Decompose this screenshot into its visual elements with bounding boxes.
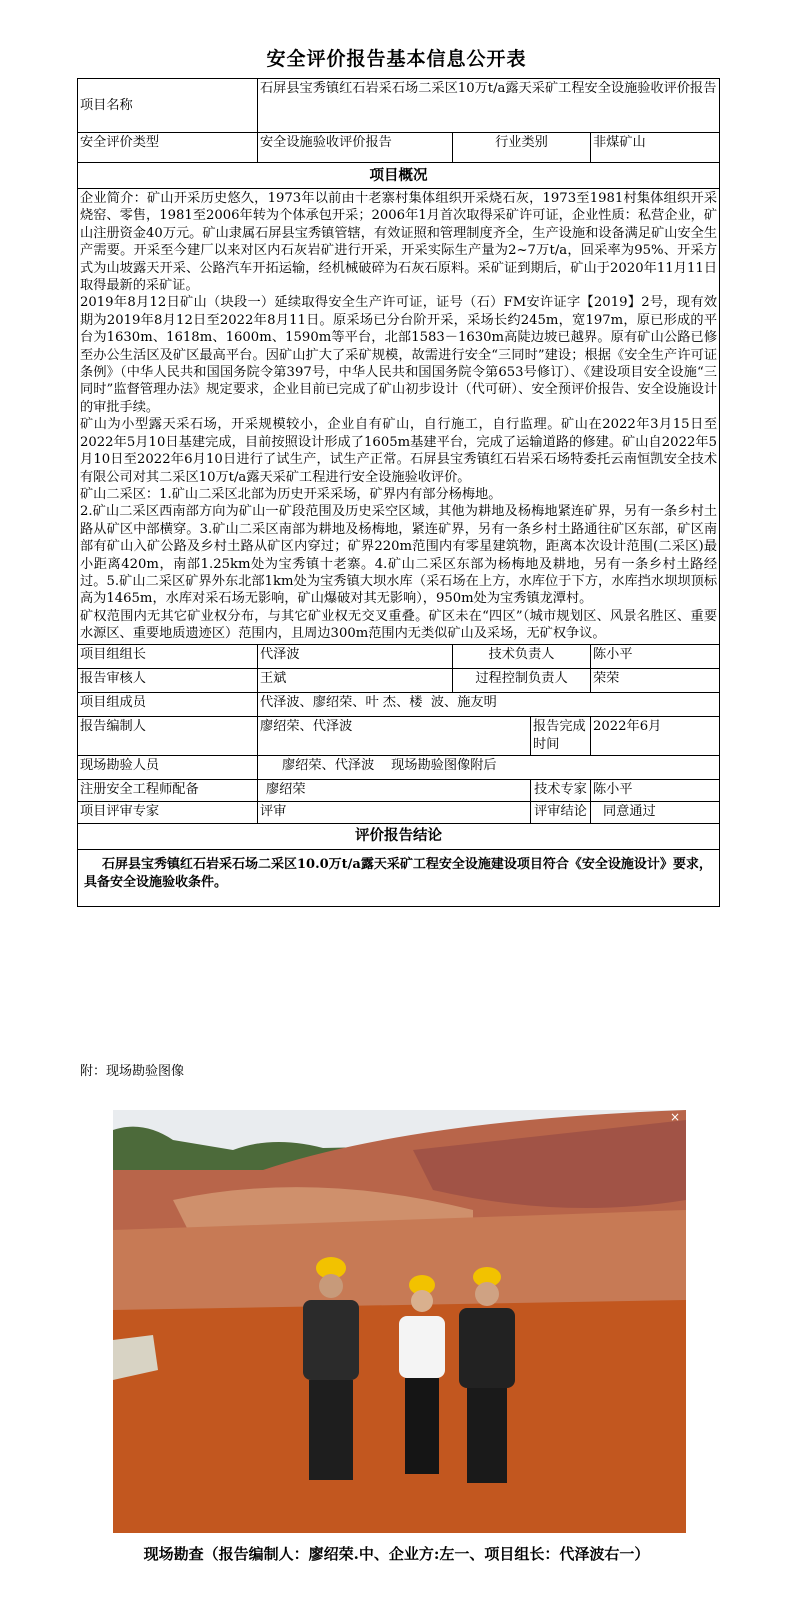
overview-paragraph-5: 2.矿山二采区西南部方向为矿山一矿段范围及历史采空区域，其他为耕地及杨梅地紧连矿界，另有一条乡村土路从矿区中部横穿。3.矿山二采区南部为耕地及杨梅地，紧连矿界，另有一条乡村土路通往矿区东部，矿区南部有矿山入矿公路及乡村土路从矿区内穿过；矿界220m范围内有零星建筑物，距离本次设计范围(二采区)最小距离420m，南部1.25km处为宝秀镇十老寨。4.矿山二采区东部为杨梅地及耕地，另有一条乡村土路经过。5.矿山二采区矿界外东北部1km处为宝秀镇大坝水库（采石场在上方，水库位于下方，水库挡水坝坝顶标高为1465m，水库对采石场无影响，矿山爆破对其无影响），950m处为宝秀镇龙潭村。 bbox=[80, 504, 718, 607]
tech-lead-label: 技术负责人 bbox=[453, 644, 591, 668]
author-value: 廖绍荣、代泽波 bbox=[258, 716, 531, 755]
eval-type-value: 安全设施验收评价报告 bbox=[258, 133, 453, 163]
photo-caption: 现场勘查（报告编制人：廖绍荣.中、企业方:左一、项目组长：代泽波右一） bbox=[143, 1545, 650, 1563]
head-right bbox=[475, 1282, 499, 1306]
leader-value: 代泽波 bbox=[258, 644, 453, 668]
engineer-value: 廖绍荣 bbox=[258, 779, 531, 801]
tech-lead-value: 陈小平 bbox=[591, 644, 720, 668]
overview-paragraph-1: 企业简介：矿山开采历史悠久，1973年以前由十老寨村集体组织开采烧石灰，1973至1981村集体组织开采烧窑、零售，1981至2006年转为个体承包开采；2006年1月首次取得采矿许可证，企业性质：私营企业，矿山注册资金40万元。矿山隶属石屏县宝秀镇管辖，有效证照和管理制度齐全，生产设施和设备满足矿山安全生产需要。开采至今建厂以来对区内石灰岩矿进行开采，开采实际生产量为2~7万t/a，回采率为95%、开采方式为山坡露天开采、公路汽车开拓运输，经机械破碎为石灰石原料。采矿证到期后，矿山于2020年11月11日取得最新的采矿证。 bbox=[80, 191, 718, 294]
legs-right bbox=[467, 1388, 507, 1483]
head-center bbox=[411, 1290, 433, 1312]
site-photo-illustration bbox=[113, 1110, 686, 1533]
attachment-label: 附：现场勘验图像 bbox=[80, 1064, 185, 1079]
legs-left bbox=[309, 1380, 353, 1480]
expert-value: 陈小平 bbox=[591, 779, 720, 801]
industry-label: 行业类别 bbox=[453, 133, 591, 163]
conclusion-heading: 评价报告结论 bbox=[78, 823, 720, 849]
page-title: 安全评价报告基本信息公开表 bbox=[266, 48, 527, 70]
reviewer-label: 报告审核人 bbox=[78, 668, 258, 692]
expert-label: 技术专家 bbox=[531, 779, 591, 801]
members-label: 项目组成员 bbox=[78, 692, 258, 716]
overview-paragraph-2: 2019年8月12日矿山（块段一）延续取得安全生产许可证，证号（石）FM安许证字【2019】2号，现有效期为2019年8月12日至2022年8月11日。原采场已分台阶开采，采场长约245m，宽197m，原已形成的平台为1630m、1618m、1600m、1590m等平台，北部1583－1630m高陡边坡已越界。原有矿山公路已修至办公生活区及矿区最高平台。因矿山扩大了采矿规模，故需进行安全“三同时”建设；根据《安全生产许可证条例》（中华人民共和国国务院令第397号，中华人民共和国国务院令第653号修订）、《建设项目安全设施“三同时”监督管理办法》规定要求，企业目前已完成了矿山初步设计（代可研）、安全预评价报告、安全设施设计的审批手续。 bbox=[80, 295, 718, 415]
overview-paragraph-4: 矿山二采区：1.矿山二采区北部为历史开采采场，矿界内有部分杨梅地。 bbox=[80, 486, 502, 502]
leader-label: 项目组组长 bbox=[78, 644, 258, 668]
legs-center bbox=[405, 1378, 439, 1474]
review-expert-value: 评审 bbox=[258, 801, 531, 823]
close-icon[interactable]: × bbox=[669, 1110, 680, 1124]
survey-value: 廖绍荣、代泽波 现场勘验图像附后 bbox=[258, 755, 720, 779]
survey-label: 现场勘验人员 bbox=[78, 755, 258, 779]
overview-paragraph-3: 矿山为小型露天采石场，开采规模较小，企业自有矿山，自行施工，自行监理。矿山在2022年3月15日至2022年5月10日基建完成，目前按照设计形成了1605m基建平台，完成了运输道路的修建。矿山自2022年5月10日至2022年6月10日进行了试生产，试生产正常。石屏县宝秀镇红石岩采石场特委托云南恒凯安全技术有限公司对其二采区10万t/a露天采矿工程进行安全设施验收评价。 bbox=[80, 417, 718, 485]
author-label: 报告编制人 bbox=[78, 716, 258, 755]
process-lead-value: 荣荣 bbox=[591, 668, 720, 692]
site-photo bbox=[113, 1110, 686, 1533]
members-value: 代泽波、廖绍荣、叶 杰、楼 波、施友明 bbox=[258, 692, 720, 716]
overview-heading: 项目概况 bbox=[78, 163, 720, 189]
torso-center bbox=[399, 1316, 445, 1378]
finish-time-label: 报告完成时间 bbox=[531, 716, 591, 755]
eval-type-label: 安全评价类型 bbox=[78, 133, 258, 163]
conclusion-body bbox=[78, 849, 720, 906]
engineer-label: 注册安全工程师配备 bbox=[78, 779, 258, 801]
head-left bbox=[319, 1274, 343, 1298]
reviewer-value: 王斌 bbox=[258, 668, 453, 692]
project-name-label: 项目名称 bbox=[78, 79, 258, 133]
conclusion-text: 石屏县宝秀镇红石岩采石场二采区10.0万t/a露天采矿工程安全设施建设项目符合《安全设施设计》要求，具备安全设施验收条件。 bbox=[84, 856, 712, 890]
overview-paragraph-6: 矿权范围内无其它矿业权分布，与其它矿业权无交叉重叠。矿区未在“四区”（城市规划区、风景名胜区、重要水源区、重要地质遗迹区）范围内，且周边300m范围内无类似矿山及采场，无矿权争议。 bbox=[80, 608, 718, 642]
process-lead-label: 过程控制负责人 bbox=[453, 668, 591, 692]
project-name-value: 石屏县宝秀镇红石岩采石场二采区10万t/a露天采矿工程安全设施验收评价报告 bbox=[258, 79, 720, 133]
review-expert-label: 项目评审专家 bbox=[78, 801, 258, 823]
industry-value: 非煤矿山 bbox=[591, 133, 720, 163]
torso-right bbox=[459, 1308, 515, 1388]
review-result-label: 评审结论 bbox=[531, 801, 591, 823]
review-result-value: 同意通过 bbox=[591, 801, 720, 823]
info-table bbox=[77, 78, 720, 907]
torso-left bbox=[303, 1300, 359, 1380]
finish-time-value: 2022年6月 bbox=[591, 716, 720, 755]
overview-body bbox=[78, 189, 720, 645]
